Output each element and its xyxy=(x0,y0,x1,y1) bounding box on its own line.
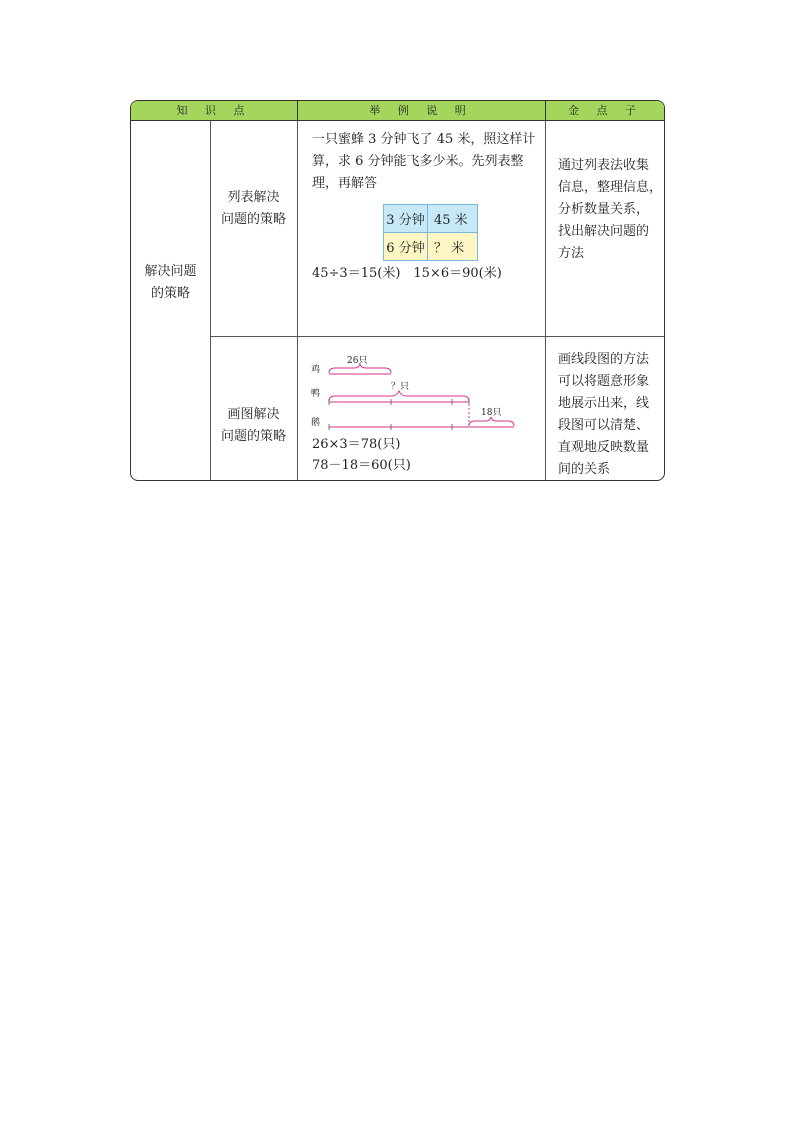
goose-extra-count: 18只 xyxy=(481,408,502,418)
tip-list-method: 通过列表法收集 信息，整理信息， 分析数量关系， 找出解决问题的 方法 xyxy=(558,158,663,261)
knowledge-table xyxy=(130,100,665,481)
goose-label: 鹅 xyxy=(311,418,321,428)
tip-draw-method: 画线段图的方法 可以将题意形象 地展示出来，线 段图可以清楚、 直观地反映数量 间的关系 xyxy=(558,352,650,477)
duck-count: ？只 xyxy=(391,382,410,392)
chicken-count: 26只 xyxy=(347,356,368,366)
topic-label: 解决问题 的策略 xyxy=(144,264,197,301)
distance-cell: 45 米 xyxy=(428,205,478,233)
header-knowledge-point: 知 识 点 xyxy=(131,101,297,121)
table-row xyxy=(384,205,478,233)
duck-brace xyxy=(329,391,469,401)
bee-data-table xyxy=(383,204,478,261)
header-example: 举 例 说 明 xyxy=(297,101,545,121)
column-divider xyxy=(297,121,298,481)
chicken-label: 鸡 xyxy=(311,365,321,375)
draw-solution-line-1: 26×3＝78(只) xyxy=(312,437,401,452)
header-divider xyxy=(545,101,546,121)
column-divider xyxy=(545,121,546,481)
header-tips: 金 点 子 xyxy=(545,101,665,121)
line-segment-diagram xyxy=(309,354,519,432)
duck-label: 鸭 xyxy=(311,389,321,399)
header-divider xyxy=(297,101,298,121)
time-cell: 3 分钟 xyxy=(384,205,428,233)
table-row xyxy=(384,233,478,261)
row-divider xyxy=(210,336,665,337)
distance-cell: ？ 米 xyxy=(428,233,478,261)
time-cell: 6 分钟 xyxy=(384,233,428,261)
bee-solution: 45÷3＝15(米) 15×6＝90(米) xyxy=(312,266,502,281)
goose-extra-brace xyxy=(469,417,514,426)
draw-solution-line-2: 78－18＝60(只) xyxy=(312,458,411,473)
bee-problem-text: 一只蜜蜂 3 分钟飞了 45 米，照这样计 算，求 6 分钟能飞多少米。先列表整 理，再解答 xyxy=(312,132,536,191)
strategy-list-label: 列表解决 问题的策略 xyxy=(220,190,286,227)
strategy-draw-label: 画图解决 问题的策略 xyxy=(220,407,286,444)
